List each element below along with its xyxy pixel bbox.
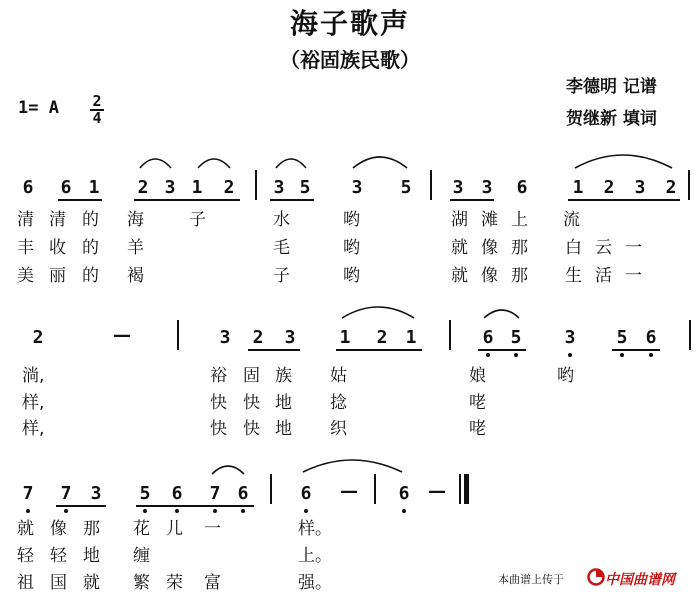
time-numerator: 2 [92, 92, 102, 110]
lyric: 地 [275, 393, 292, 413]
note: 3 [564, 327, 576, 348]
lyric: 织 [330, 419, 347, 439]
note: 6 [22, 177, 34, 198]
lyric: 花 [133, 519, 150, 539]
lyric: 美 [17, 266, 34, 286]
note: 6 [398, 483, 410, 504]
lyric: 富 [204, 573, 221, 593]
dash: — [340, 481, 358, 502]
lyric: 轻 [50, 546, 67, 566]
lyric: 轻 [17, 546, 34, 566]
lyric: 一 [625, 238, 642, 258]
note: 3 [90, 483, 102, 504]
slur [353, 157, 407, 168]
tie [303, 460, 402, 472]
lyric: 那 [511, 238, 528, 258]
note: 2 [223, 177, 235, 198]
lyric: 滩 [481, 210, 498, 230]
lyric: 上。 [298, 546, 332, 566]
lyric: 样。 [298, 519, 332, 539]
note: 2 [137, 177, 149, 198]
note: 6 [482, 327, 494, 348]
note: 2 [603, 177, 615, 198]
note: 3 [452, 177, 464, 198]
note: 7 [22, 483, 34, 504]
lyric: 咾 [469, 393, 486, 413]
lyricist-credit: 贺继新 填词 [566, 109, 657, 129]
note: 1 [572, 177, 584, 198]
note: 2 [252, 327, 264, 348]
lyric: 褐 [127, 266, 144, 286]
note: 1 [339, 327, 351, 348]
lyric: 丰 [17, 238, 34, 258]
lyric: 白 [565, 238, 582, 258]
site-name: 中国曲谱网 [605, 572, 675, 588]
slur [484, 310, 519, 318]
lyric: 流 [563, 210, 580, 230]
lyric: 就 [17, 519, 34, 539]
lyric: 清 [17, 210, 34, 230]
lyric: 样, [22, 393, 45, 413]
lyric: 海 [127, 210, 144, 230]
lyric: 活 [595, 266, 612, 286]
lyric: 水 [273, 210, 290, 230]
note: 1 [191, 177, 203, 198]
lyric: 缠 [133, 546, 150, 566]
slur [575, 155, 672, 168]
lyric: 那 [511, 266, 528, 286]
lyric: 族 [275, 366, 292, 386]
slur [140, 159, 171, 168]
slur [198, 159, 230, 168]
lyric: 毛 [273, 238, 290, 258]
note: 3 [273, 177, 285, 198]
note: 3 [351, 177, 363, 198]
lyric: 繁 [133, 573, 150, 593]
lyric: 就 [451, 238, 468, 258]
note: 2 [665, 177, 677, 198]
note: 6 [237, 483, 249, 504]
note: 3 [481, 177, 493, 198]
lyric: 就 [83, 573, 100, 593]
lyric: 裕 [210, 366, 227, 386]
lyric: 一 [625, 266, 642, 286]
lyric: 捻 [330, 393, 347, 413]
lyric: 咾 [469, 419, 486, 439]
note: 6 [300, 483, 312, 504]
lyric: 羊 [127, 238, 144, 258]
lyric: 哟 [557, 366, 574, 386]
lyric: 快 [243, 419, 260, 439]
lyric: 哟 [343, 210, 360, 230]
note: 1 [405, 327, 417, 348]
note: 5 [510, 327, 522, 348]
lyric: 像 [481, 266, 498, 286]
lyric: 娘 [469, 366, 486, 386]
lyric: 一 [204, 519, 221, 539]
note: 7 [60, 483, 72, 504]
lyric: 儿 [166, 519, 183, 539]
lyric: 地 [83, 546, 100, 566]
lyric: 固 [243, 366, 260, 386]
lyric: 快 [243, 393, 260, 413]
note: 3 [164, 177, 176, 198]
note: 5 [299, 177, 311, 198]
lyric: 子 [189, 210, 206, 230]
lyric: 云 [595, 238, 612, 258]
note: 6 [516, 177, 528, 198]
lyric: 生 [565, 266, 582, 286]
lyric: 快 [210, 393, 227, 413]
lyric: 收 [49, 238, 66, 258]
dash: — [113, 325, 131, 346]
lyric: 地 [275, 419, 292, 439]
transcriber-credit: 李德明 记谱 [566, 77, 657, 97]
site-logo-icon [587, 568, 605, 586]
lyric: 哟 [343, 238, 360, 258]
key-signature: 1= A [18, 98, 59, 118]
lyric: 的 [82, 238, 99, 258]
lyric: 清 [49, 210, 66, 230]
lyric: 上 [511, 210, 528, 230]
lyric: 样, [22, 419, 45, 439]
note: 6 [171, 483, 183, 504]
slur [276, 159, 306, 168]
lyric: 像 [481, 238, 498, 258]
note: 1 [88, 177, 100, 198]
lyric: 湖 [451, 210, 468, 230]
lyric: 快 [210, 419, 227, 439]
lyric: 的 [82, 266, 99, 286]
lyric: 祖 [17, 573, 34, 593]
lyric: 子 [273, 266, 290, 286]
note: 5 [616, 327, 628, 348]
note: 3 [634, 177, 646, 198]
lyric: 强。 [298, 573, 332, 593]
lyric: 荣 [166, 573, 183, 593]
note: 2 [32, 327, 44, 348]
site-logo-text[interactable] [605, 569, 675, 589]
song-subtitle: （裕固族民歌） [280, 48, 420, 72]
note: 5 [400, 177, 412, 198]
lyric: 姑 [330, 366, 347, 386]
lyric: 就 [451, 266, 468, 286]
lyric: 像 [50, 519, 67, 539]
note: 7 [209, 483, 221, 504]
dash: — [428, 481, 446, 502]
song-title: 海子歌声 [289, 7, 410, 40]
note: 3 [219, 327, 231, 348]
note: 5 [139, 483, 151, 504]
note: 3 [284, 327, 296, 348]
lyric: 国 [50, 573, 67, 593]
lyric: 那 [83, 519, 100, 539]
lyric: 淌, [22, 366, 45, 386]
slur [342, 307, 414, 318]
note: 2 [376, 327, 388, 348]
note: 6 [60, 177, 72, 198]
lyric: 哟 [343, 266, 360, 286]
time-denominator: 4 [90, 109, 104, 126]
lyric: 的 [82, 210, 99, 230]
upload-note: 本曲谱上传于 [498, 573, 564, 586]
slur [212, 466, 244, 474]
lyric: 丽 [49, 266, 66, 286]
note: 6 [645, 327, 657, 348]
